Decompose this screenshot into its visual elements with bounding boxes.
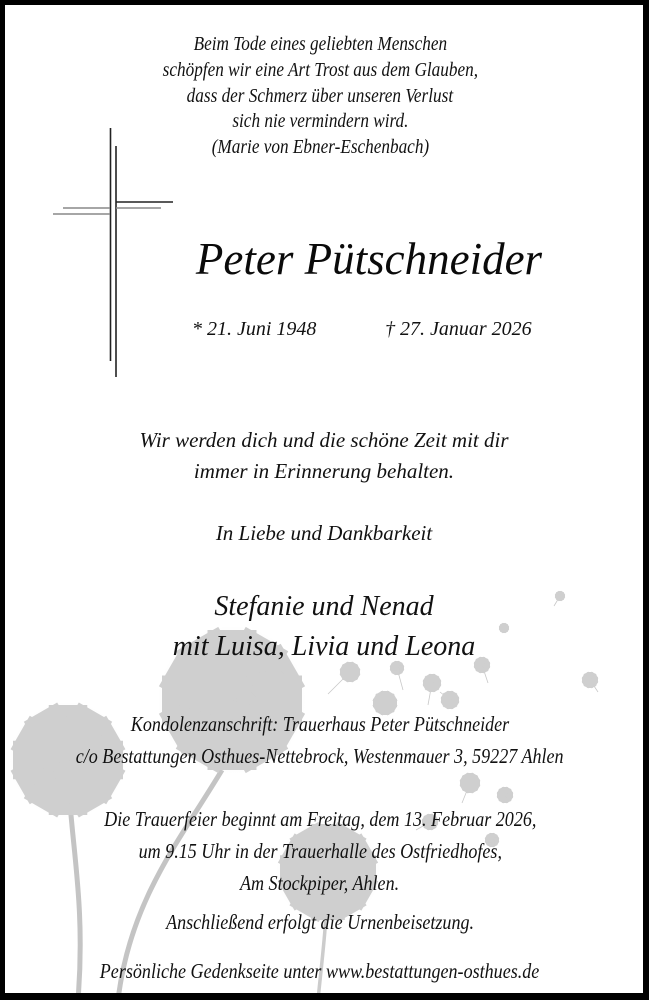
birth-date: * 21. Juni 1948 <box>192 318 317 340</box>
service-info-line: Die Trauerfeier beginnt am Freitag, dem 13. Februar 2026, <box>103 807 537 831</box>
family-line: mit Luisa, Livia und Leona <box>172 631 476 662</box>
service-info-line: um 9.15 Uhr in der Trauerhalle des Ostfriedhofes, <box>138 839 502 863</box>
service-info-line: Am Stockpiper, Ahlen. <box>240 871 400 895</box>
deceased-name: Peter Pütschneider <box>195 234 543 284</box>
closing-phrase: In Liebe und Dankbarkeit <box>215 521 433 545</box>
message-line: Wir werden dich und die schöne Zeit mit dir <box>139 428 509 452</box>
burial-info: Anschließend erfolgt die Urnenbeisetzung. <box>166 910 474 934</box>
quote-author: (Marie von Ebner-Eschenbach) <box>211 136 429 158</box>
quote-line: dass der Schmerz über unseren Verlust <box>186 85 454 107</box>
death-date: † 27. Januar 2026 <box>385 318 532 340</box>
condolence-address-line: Kondolenzanschrift: Trauerhaus Peter Pütschneider <box>130 712 510 736</box>
family-line: Stefanie und Nenad <box>214 591 434 622</box>
quote-line: Beim Tode eines geliebten Menschen <box>193 33 447 55</box>
condolence-address-line: c/o Bestattungen Osthues-Nettebrock, Westenmauer 3, 59227 Ahlen <box>76 744 564 768</box>
quote-line: schöpfen wir eine Art Trost aus dem Glauben, <box>162 59 478 81</box>
obituary-notice <box>5 5 643 993</box>
memorial-page-link[interactable]: Persönliche Gedenkseite unter www.bestattungen-osthues.de <box>100 959 540 983</box>
quote-line: sich nie vermindern wird. <box>231 110 409 132</box>
message-line: immer in Erinnerung behalten. <box>193 459 455 483</box>
